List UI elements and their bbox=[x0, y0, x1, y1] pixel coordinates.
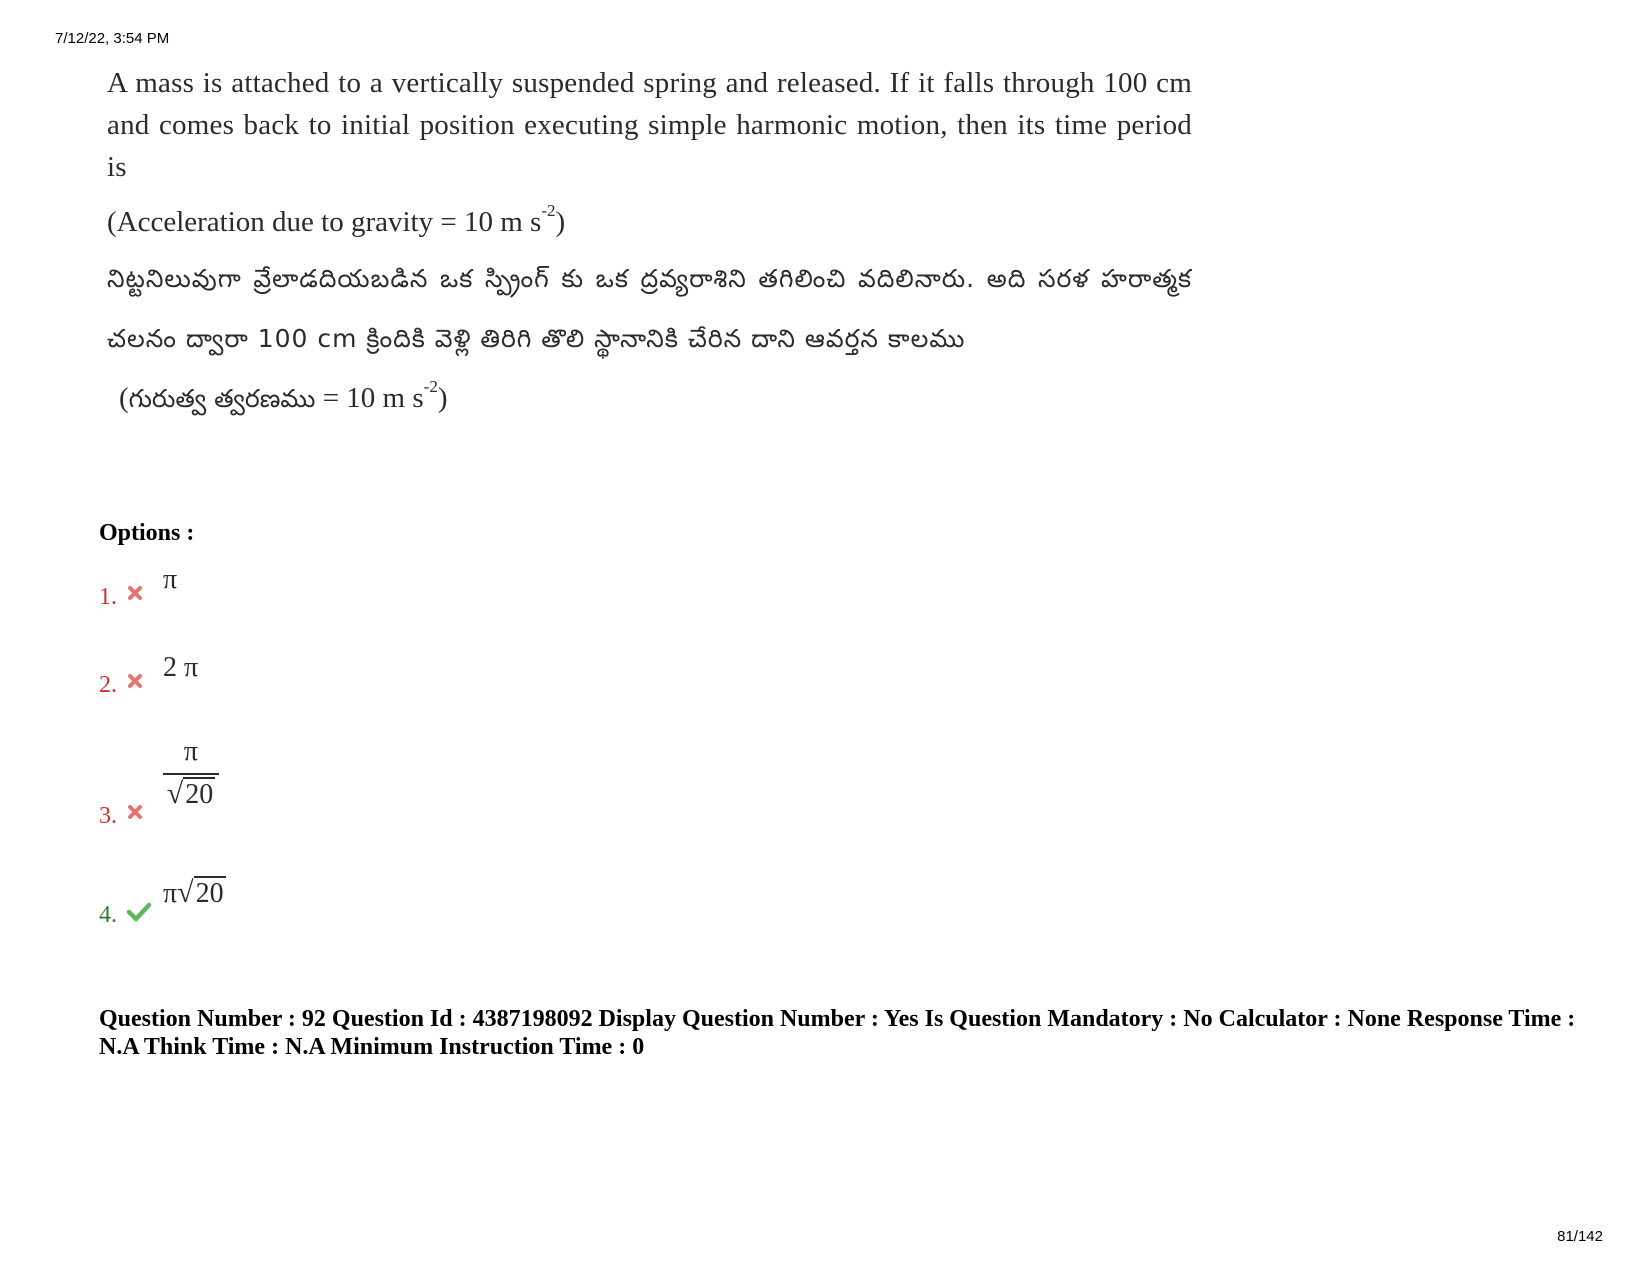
fraction-bar bbox=[163, 773, 219, 775]
option-number: 3. bbox=[99, 803, 117, 829]
option-number: 1. bbox=[99, 584, 117, 610]
print-datetime: 7/12/22, 3:54 PM bbox=[55, 30, 170, 47]
cross-icon bbox=[127, 673, 143, 689]
option-value: π√20 bbox=[163, 876, 224, 909]
option-number: 2. bbox=[99, 672, 117, 698]
gravity-note-telugu: (గురుత్వ త్వరణము = 10 m $s^{-2}$) bbox=[119, 377, 448, 414]
question-text-telugu: నిట్టనిలువుగా వ్రేలాడదియబడిన ఒక స్ప్రింగ్ కు ఒక ద్రవ్యరాశిని తగిలించి వదిలినారు. అది సరళ హరాత్మక చలనం ద్వారా 100 cm క్రిందికి వెళ్లి తిరిగి తొలి స్థానానికి చేరిన దాని ఆవర్తన కాలము bbox=[107, 264, 1192, 353]
question-text-english: A mass is attached to a vertically suspended spring and released. If it falls through 100 cm and comes back to initial position executing simple harmonic motion, then its time period is bbox=[107, 67, 1192, 183]
option-number: 4. bbox=[99, 902, 117, 928]
option-value: π bbox=[163, 564, 178, 595]
question-metadata: Question Number : 92 Question Id : 4387198092 Display Question Number : Yes Is Question Mandatory : No Calculator : None Response Time : N.A Think Time : N.A Minimum Instruction Time : 0 bbox=[99, 1006, 1576, 1060]
check-icon bbox=[127, 902, 151, 922]
question-body bbox=[107, 62, 1192, 420]
sqrt-icon: √20 bbox=[166, 777, 214, 810]
cross-icon bbox=[127, 804, 143, 820]
options-heading: Options : bbox=[99, 520, 195, 546]
fraction-denominator bbox=[163, 777, 219, 812]
page-number: 81/142 bbox=[1557, 1228, 1603, 1245]
sqrt-icon: √20 bbox=[177, 876, 224, 909]
cross-icon bbox=[127, 585, 143, 601]
gravity-note-english: (Acceleration due to gravity = 10 m $s^{-2}$) bbox=[107, 201, 566, 238]
fraction-numerator: π bbox=[183, 736, 199, 767]
option-fraction bbox=[163, 735, 219, 812]
option-value: 2 π bbox=[163, 652, 199, 683]
